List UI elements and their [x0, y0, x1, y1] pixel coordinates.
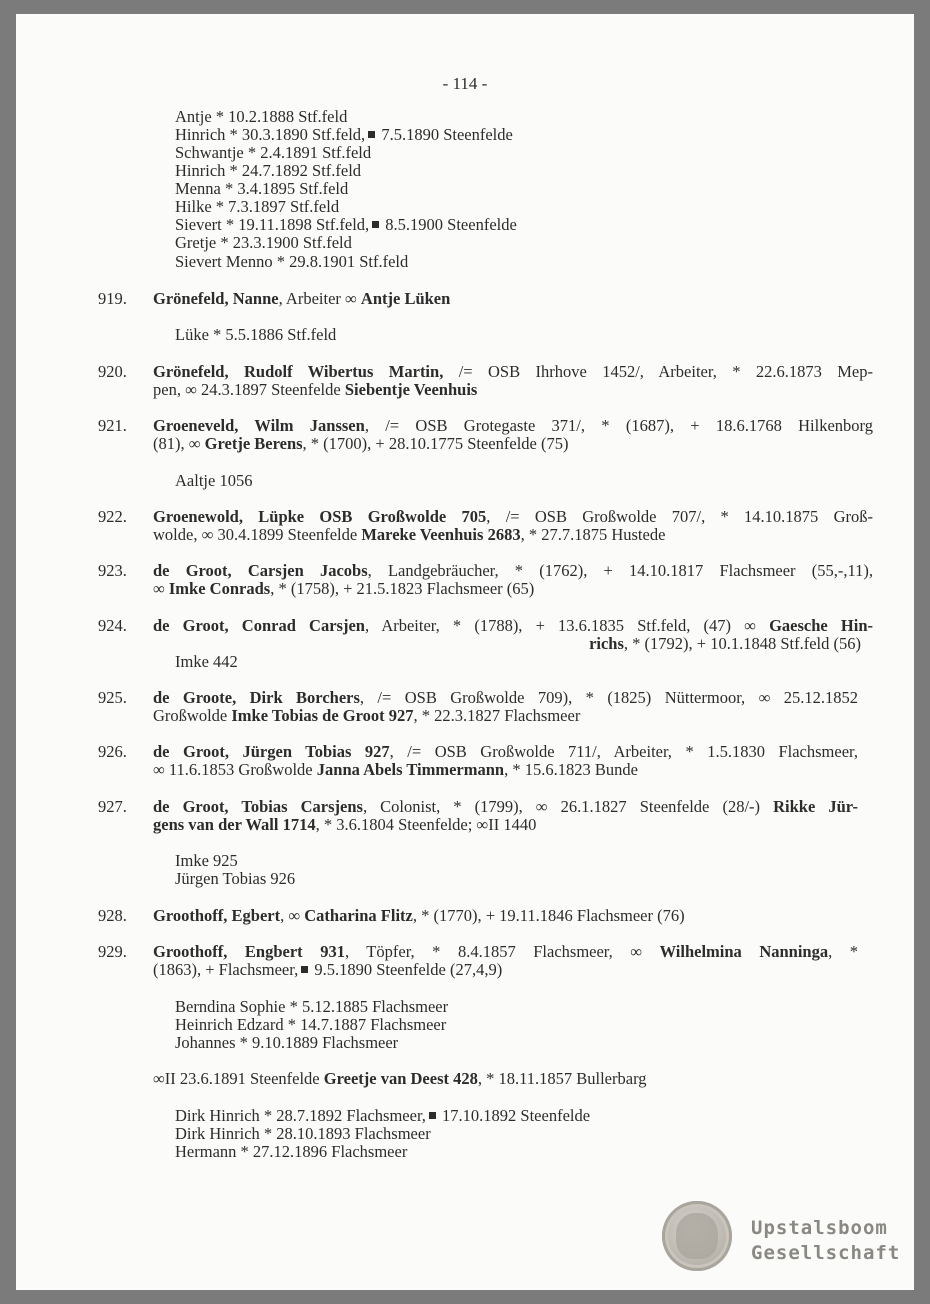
entry-922: Groenewold, Lüpke OSB Großwolde 705, /= OSB Großwolde 707/, * 14.10.1875 Groß- [153, 507, 873, 526]
entry-number: 928. [98, 906, 127, 925]
entry-923: de Groot, Carsjen Jacobs, Landgebräucher, * (1762), + 14.10.1817 Flachsmeer (55,-,11), [153, 561, 873, 580]
entry-number: 926. [98, 742, 127, 761]
entry-number: 925. [98, 688, 127, 707]
document-page [16, 14, 914, 1290]
child-line: Schwantje * 2.4.1891 Stf.feld [175, 143, 372, 162]
entry-923-line2: ∞ Imke Conrads, * (1758), + 21.5.1823 Flachsmeer (65) [153, 579, 535, 598]
death-symbol-icon [429, 1112, 436, 1119]
entry-number: 924. [98, 616, 127, 635]
child-line: Aaltje 1056 [175, 471, 253, 490]
entry-926-line2: ∞ 11.6.1853 Großwolde Janna Abels Timmermann, * 15.6.1823 Bunde [153, 760, 638, 779]
entry-number: 919. [98, 289, 127, 308]
entry-919: Grönefeld, Nanne, Arbeiter ∞ Antje Lüken [153, 289, 451, 308]
entry-927-line2: gens van der Wall 1714, * 3.6.1804 Steenfelde; ∞II 1440 [153, 815, 537, 834]
entry-929: Groothoff, Engbert 931, Töpfer, * 8.4.1857 Flachsmeer, ∞ Wilhelmina Nanninga, * [153, 942, 858, 961]
entry-925-line2: Großwolde Imke Tobias de Groot 927, * 22.3.1827 Flachsmeer [153, 706, 581, 725]
entry-924: de Groot, Conrad Carsjen, Arbeiter, * (1788), + 13.6.1835 Stf.feld, (47) ∞ Gaesche Hin- [153, 616, 873, 635]
entry-920-line2: pen, ∞ 24.3.1897 Steenfelde Siebentje Veenhuis [153, 380, 478, 399]
entry-920: Grönefeld, Rudolf Wibertus Martin, /= OSB Ihrhove 1452/, Arbeiter, * 22.6.1873 Mep- [153, 362, 873, 381]
death-symbol-icon [372, 221, 379, 228]
entry-number: 921. [98, 416, 127, 435]
entry-number: 923. [98, 561, 127, 580]
child-line: Hilke * 7.3.1897 Stf.feld [175, 197, 340, 216]
entry-925: de Groote, Dirk Borchers, /= OSB Großwolde 709), * (1825) Nüttermoor, ∞ 25.12.1852 [153, 688, 858, 707]
brand-line-1: Upstalsboom [751, 1217, 888, 1239]
child-line: Dirk Hinrich * 28.10.1893 Flachsmeer [175, 1124, 431, 1143]
page-number: - 114 - [442, 74, 488, 93]
entry-928: Groothoff, Egbert, ∞ Catharina Flitz, * (1770), + 19.11.1846 Flachsmeer (76) [153, 906, 685, 925]
death-symbol-icon [301, 966, 308, 973]
child-line: Imke 442 [175, 652, 238, 671]
entry-922-line2: wolde, ∞ 30.4.1899 Steenfelde Mareke Veenhuis 2683, * 27.7.1875 Hustede [153, 525, 666, 544]
child-line: Jürgen Tobias 926 [175, 869, 296, 888]
child-line: Sievert Menno * 29.8.1901 Stf.feld [175, 252, 409, 271]
child-line: Hinrich * 24.7.1892 Stf.feld [175, 161, 362, 180]
child-line: Lüke * 5.5.1886 Stf.feld [175, 325, 337, 344]
child-line: Antje * 10.2.1888 Stf.feld [175, 107, 348, 126]
brand-line-2: Gesellschaft [751, 1242, 901, 1264]
child-line: Johannes * 9.10.1889 Flachsmeer [175, 1033, 399, 1052]
entry-929-line2: (1863), + Flachsmeer, 9.5.1890 Steenfelde (27,4,9) [153, 960, 503, 979]
child-line: Imke 925 [175, 851, 238, 870]
entry-number: 927. [98, 797, 127, 816]
entry-921-line2: (81), ∞ Gretje Berens, * (1700), + 28.10.1775 Steenfelde (75) [153, 434, 569, 453]
death-symbol-icon [368, 131, 375, 138]
entry-924-line2: richs, * (1792), + 10.1.1848 Stf.feld (56) [589, 634, 861, 653]
child-line: Heinrich Edzard * 14.7.1887 Flachsmeer [175, 1015, 447, 1034]
entry-number: 922. [98, 507, 127, 526]
child-line: Dirk Hinrich * 28.7.1892 Flachsmeer, 17.10.1892 Steenfelde [175, 1106, 591, 1125]
entry-number: 920. [98, 362, 127, 381]
entry-926: de Groot, Jürgen Tobias 927, /= OSB Großwolde 711/, Arbeiter, * 1.5.1830 Flachsmeer, [153, 742, 858, 761]
entry-921: Groeneveld, Wilm Janssen, /= OSB Grotegaste 371/, * (1687), + 18.6.1768 Hilkenborg [153, 416, 873, 435]
child-line: Hinrich * 30.3.1890 Stf.feld, 7.5.1890 Steenfelde [175, 125, 513, 144]
child-line: Gretje * 23.3.1900 Stf.feld [175, 233, 352, 252]
child-line: Hermann * 27.12.1896 Flachsmeer [175, 1142, 408, 1161]
seal-logo-icon [662, 1201, 732, 1271]
second-marriage: ∞II 23.6.1891 Steenfelde Greetje van Deest 428, * 18.11.1857 Bullerbarg [153, 1069, 647, 1088]
entry-number: 929. [98, 942, 127, 961]
entry-927: de Groot, Tobias Carsjens, Colonist, * (1799), ∞ 26.1.1827 Steenfelde (28/-) Rikke Jür- [153, 797, 859, 816]
child-line: Sievert * 19.11.1898 Stf.feld, 8.5.1900 Steenfelde [175, 215, 517, 234]
child-line: Menna * 3.4.1895 Stf.feld [175, 179, 349, 198]
child-line: Berndina Sophie * 5.12.1885 Flachsmeer [175, 997, 449, 1016]
